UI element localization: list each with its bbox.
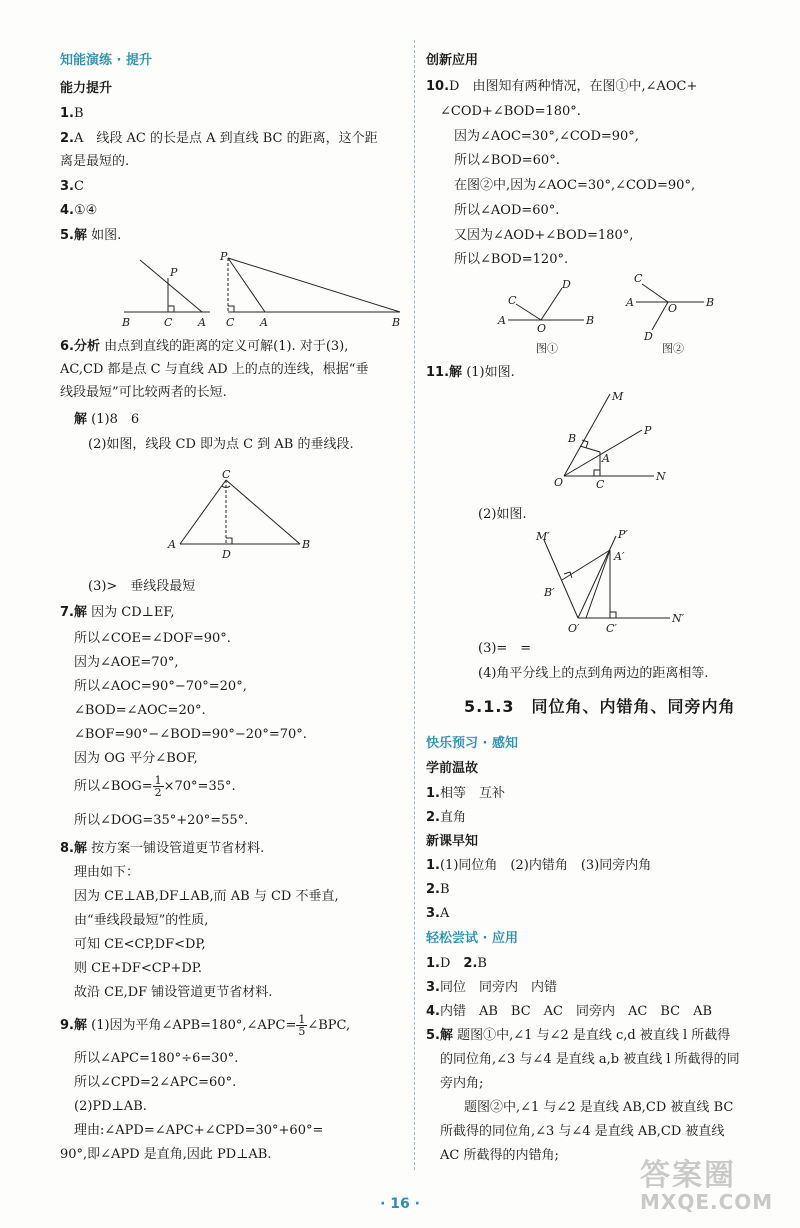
review-2: 2.直角 xyxy=(426,810,466,825)
fig10a-label: D xyxy=(562,278,571,291)
preview-1: 1.(1)同位角 (2)内错角 (3)同旁内角 xyxy=(426,858,652,873)
answer-5: 5.解 如图. xyxy=(60,228,122,243)
try-5-line: AC 所截得的内错角; xyxy=(440,1148,559,1163)
figure-q11-2 xyxy=(530,530,700,636)
answer-10-line: ∠COD+∠BOD=180°. xyxy=(440,104,581,119)
section-title: 知能演练 · 提升 xyxy=(60,53,152,68)
answer-9-line: 理由:∠APD=∠APC+∠CPD=30°+60°= xyxy=(74,1123,324,1138)
answer-3: 3.C xyxy=(60,179,84,194)
answer-10-line: 所以∠AOD=60°. xyxy=(454,203,560,218)
fig6-label: A xyxy=(168,538,176,551)
fig5-label: C xyxy=(164,316,173,329)
answer-9-line: 90°,即∠APD 是直角,因此 PD⊥AB. xyxy=(60,1147,272,1162)
preview-2: 2.B xyxy=(426,882,450,897)
answer-10-line: 又因为∠AOD+∠BOD=180°, xyxy=(454,228,634,243)
answer-8-line: 可知 CE<CP,DF<DP, xyxy=(74,937,206,952)
fig5-label: B xyxy=(392,316,401,329)
fig10a-label: B xyxy=(586,314,595,327)
answer-9-line: (2)PD⊥AB. xyxy=(74,1099,147,1114)
fig11a-label: O xyxy=(554,476,564,489)
answer-7: 7.解 因为 CD⊥EF, xyxy=(60,605,175,620)
watermark-url: MXQE.COM xyxy=(640,1190,774,1214)
fraction: $\frac{1}{5}$ xyxy=(298,1013,306,1038)
fig6-label: D xyxy=(222,548,231,560)
answer-7-line: 因为∠AOE=70°, xyxy=(74,655,179,670)
answer-10-line: 所以∠BOD=120°. xyxy=(454,252,569,267)
answer-7-fraction-line: 所以∠BOG= $\frac{1}{2}$ ×70°=35°. xyxy=(74,774,236,799)
subsection-title: 能力提升 xyxy=(60,81,113,96)
fig5-label: A xyxy=(260,316,268,329)
fig11a-label: N xyxy=(656,470,666,483)
answer-6-cont: 线段最短”可比较两者的长短. xyxy=(60,385,227,400)
answer-7-line: ∠BOF=90°−∠BOD=90°−20°=70°. xyxy=(74,727,307,742)
answer-6-cont: AC,CD 都是点 C 与直线 AD 上的点的连线，根据“垂 xyxy=(60,362,369,377)
subsection-title: 学前温故 xyxy=(426,761,479,776)
try-5: 5.解 题图①中,∠1 与∠2 是直线 c,d 被直线 l 所截得 xyxy=(426,1028,731,1043)
fig10b-label: B xyxy=(706,296,715,309)
fig11a-label: A xyxy=(602,452,610,465)
fig5-label: A xyxy=(198,316,206,329)
fig11b-label: C′ xyxy=(606,622,617,635)
fig11b-label: A′ xyxy=(614,550,625,563)
fig11b-label: O′ xyxy=(568,622,580,635)
answer-7-line: ∠BOD=∠AOC=20°. xyxy=(74,703,206,718)
review-1: 1.相等 互补 xyxy=(426,786,505,801)
try-4: 4.内错 AB BC AC 同旁内 AC BC AB xyxy=(426,1004,713,1019)
watermark-logo xyxy=(640,1150,790,1222)
subsection-title: 新课早知 xyxy=(426,834,479,849)
fig10a-label: O xyxy=(537,322,547,335)
fig11b-label: N′ xyxy=(672,612,685,625)
answer-10-line: 所以∠BOD=60°. xyxy=(454,153,560,168)
figure-q5 xyxy=(120,250,410,332)
answer-4: 4.①④ xyxy=(60,203,98,218)
section-title: 快乐预习 · 感知 xyxy=(426,736,518,751)
answer-7-line: 所以∠DOG=35°+20°=55°. xyxy=(74,813,249,828)
answer-2-cont: 离是最短的. xyxy=(60,154,130,169)
preview-3: 3.A xyxy=(426,906,450,921)
answer-6-part3: (3)> 垂线段最短 xyxy=(88,579,196,594)
fig5-label: P xyxy=(170,266,178,279)
fig10a-label: A xyxy=(498,314,506,327)
answer-11-part4: (4)角平分线上的点到角两边的距离相等. xyxy=(478,666,709,681)
fraction: $\frac{1}{2}$ xyxy=(154,774,162,799)
answer-8: 8.解 按方案一铺设管道更节省材料. xyxy=(60,841,265,856)
fig6-label: C xyxy=(222,470,231,481)
fig11b-label: P′ xyxy=(618,530,628,541)
fig11a-label: B xyxy=(568,432,577,445)
fig10b-label: C xyxy=(634,272,643,285)
figure-caption: 图① xyxy=(536,342,558,355)
answer-6-part2: (2)如图，线段 CD 即为点 C 到 AB 的垂线段. xyxy=(88,437,354,452)
answer-9: 9.解 (1)因为平角∠APB=180°,∠APC= $\frac{1}{5}$ ∠BPC, xyxy=(60,1013,351,1038)
fig11b-label: B′ xyxy=(544,586,555,599)
fig11b-label: M′ xyxy=(536,530,550,543)
try-3: 3.同位 同旁内 内错 xyxy=(426,980,557,995)
figure-q10 xyxy=(496,272,746,358)
page-number: · 16 · xyxy=(380,1196,420,1212)
fig5-label: C xyxy=(226,316,235,329)
answer-6-solution: 解 (1)8 6 xyxy=(74,412,140,427)
fig10b-label: D xyxy=(644,330,653,343)
subsection-title: 创新应用 xyxy=(426,53,479,68)
fig5-label: B xyxy=(122,316,131,329)
answer-10-line: 在图②中,因为∠AOC=30°,∠COD=90°, xyxy=(454,178,696,193)
answer-11-part2: (2)如图. xyxy=(478,507,527,522)
try-1-2: 1.D 2.B xyxy=(426,956,487,971)
try-5-line: 旁内角; xyxy=(440,1076,484,1091)
answer-8-line: 故沿 CE,DF 铺设管道更节省材料. xyxy=(74,985,273,1000)
fig10b-label: O xyxy=(668,302,678,315)
answer-2: 2.A 线段 AC 的长是点 A 到直线 BC 的距离，这个距 xyxy=(60,131,378,146)
lesson-heading: 5.1.3 同位角、内错角、同旁内角 xyxy=(464,697,736,716)
answer-7-line: 所以∠COE=∠DOF=90°. xyxy=(74,631,231,646)
figure-q6 xyxy=(166,470,326,560)
answer-7-line: 所以∠AOC=90°−70°=20°, xyxy=(74,679,247,694)
answer-8-line: 因为 CE⊥AB,DF⊥AB,而 AB 与 CD 不垂直, xyxy=(74,889,339,904)
answer-11-part3: (3)= = xyxy=(478,641,532,656)
fig6-label: B xyxy=(302,538,311,551)
fig10a-label: C xyxy=(508,294,517,307)
answer-10-line: 因为∠AOC=30°,∠COD=90°, xyxy=(454,129,639,144)
answer-1: 1.B xyxy=(60,106,84,121)
answer-6: 6.分析 由点到直线的距离的定义可解(1). 对于(3), xyxy=(60,339,349,354)
answer-8-line: 理由如下： xyxy=(74,865,140,880)
answer-10: 10.D 由图知有两种情况，在图①中,∠AOC+ xyxy=(426,79,698,94)
answer-8-line: 由“垂线段最短”的性质, xyxy=(74,913,209,928)
fig11a-label: P xyxy=(644,424,652,437)
figure-caption: 图② xyxy=(662,342,684,355)
fig5-label: P xyxy=(220,250,228,263)
try-5-line: 题图②中,∠1 与∠2 是直线 AB,CD 被直线 BC xyxy=(464,1100,734,1115)
column-divider xyxy=(414,40,415,1170)
fig11a-label: M xyxy=(612,390,624,403)
fig10b-label: A xyxy=(626,296,634,309)
try-5-line: 所截得的同位角,∠3 与∠4 是直线 AB,CD 被直线 xyxy=(440,1124,725,1139)
watermark-text: 答案圈 xyxy=(640,1158,736,1193)
answer-9-line: 所以∠CPD=2∠APC=60°. xyxy=(74,1075,237,1090)
section-title: 轻松尝试 · 应用 xyxy=(426,931,518,946)
try-5-line: 的同位角,∠3 与∠4 是直线 a,b 被直线 l 所截得的同 xyxy=(440,1052,740,1067)
fig11a-label: C xyxy=(596,478,605,490)
answer-7-line: 因为 OG 平分∠BOF, xyxy=(74,751,198,766)
answer-8-line: 则 CE+DF<CP+DP. xyxy=(74,961,203,976)
figure-q11-1 xyxy=(554,390,694,490)
answer-11: 11.解 (1)如图. xyxy=(426,365,515,380)
answer-9-line: 所以∠APC=180°÷6=30°. xyxy=(74,1051,239,1066)
